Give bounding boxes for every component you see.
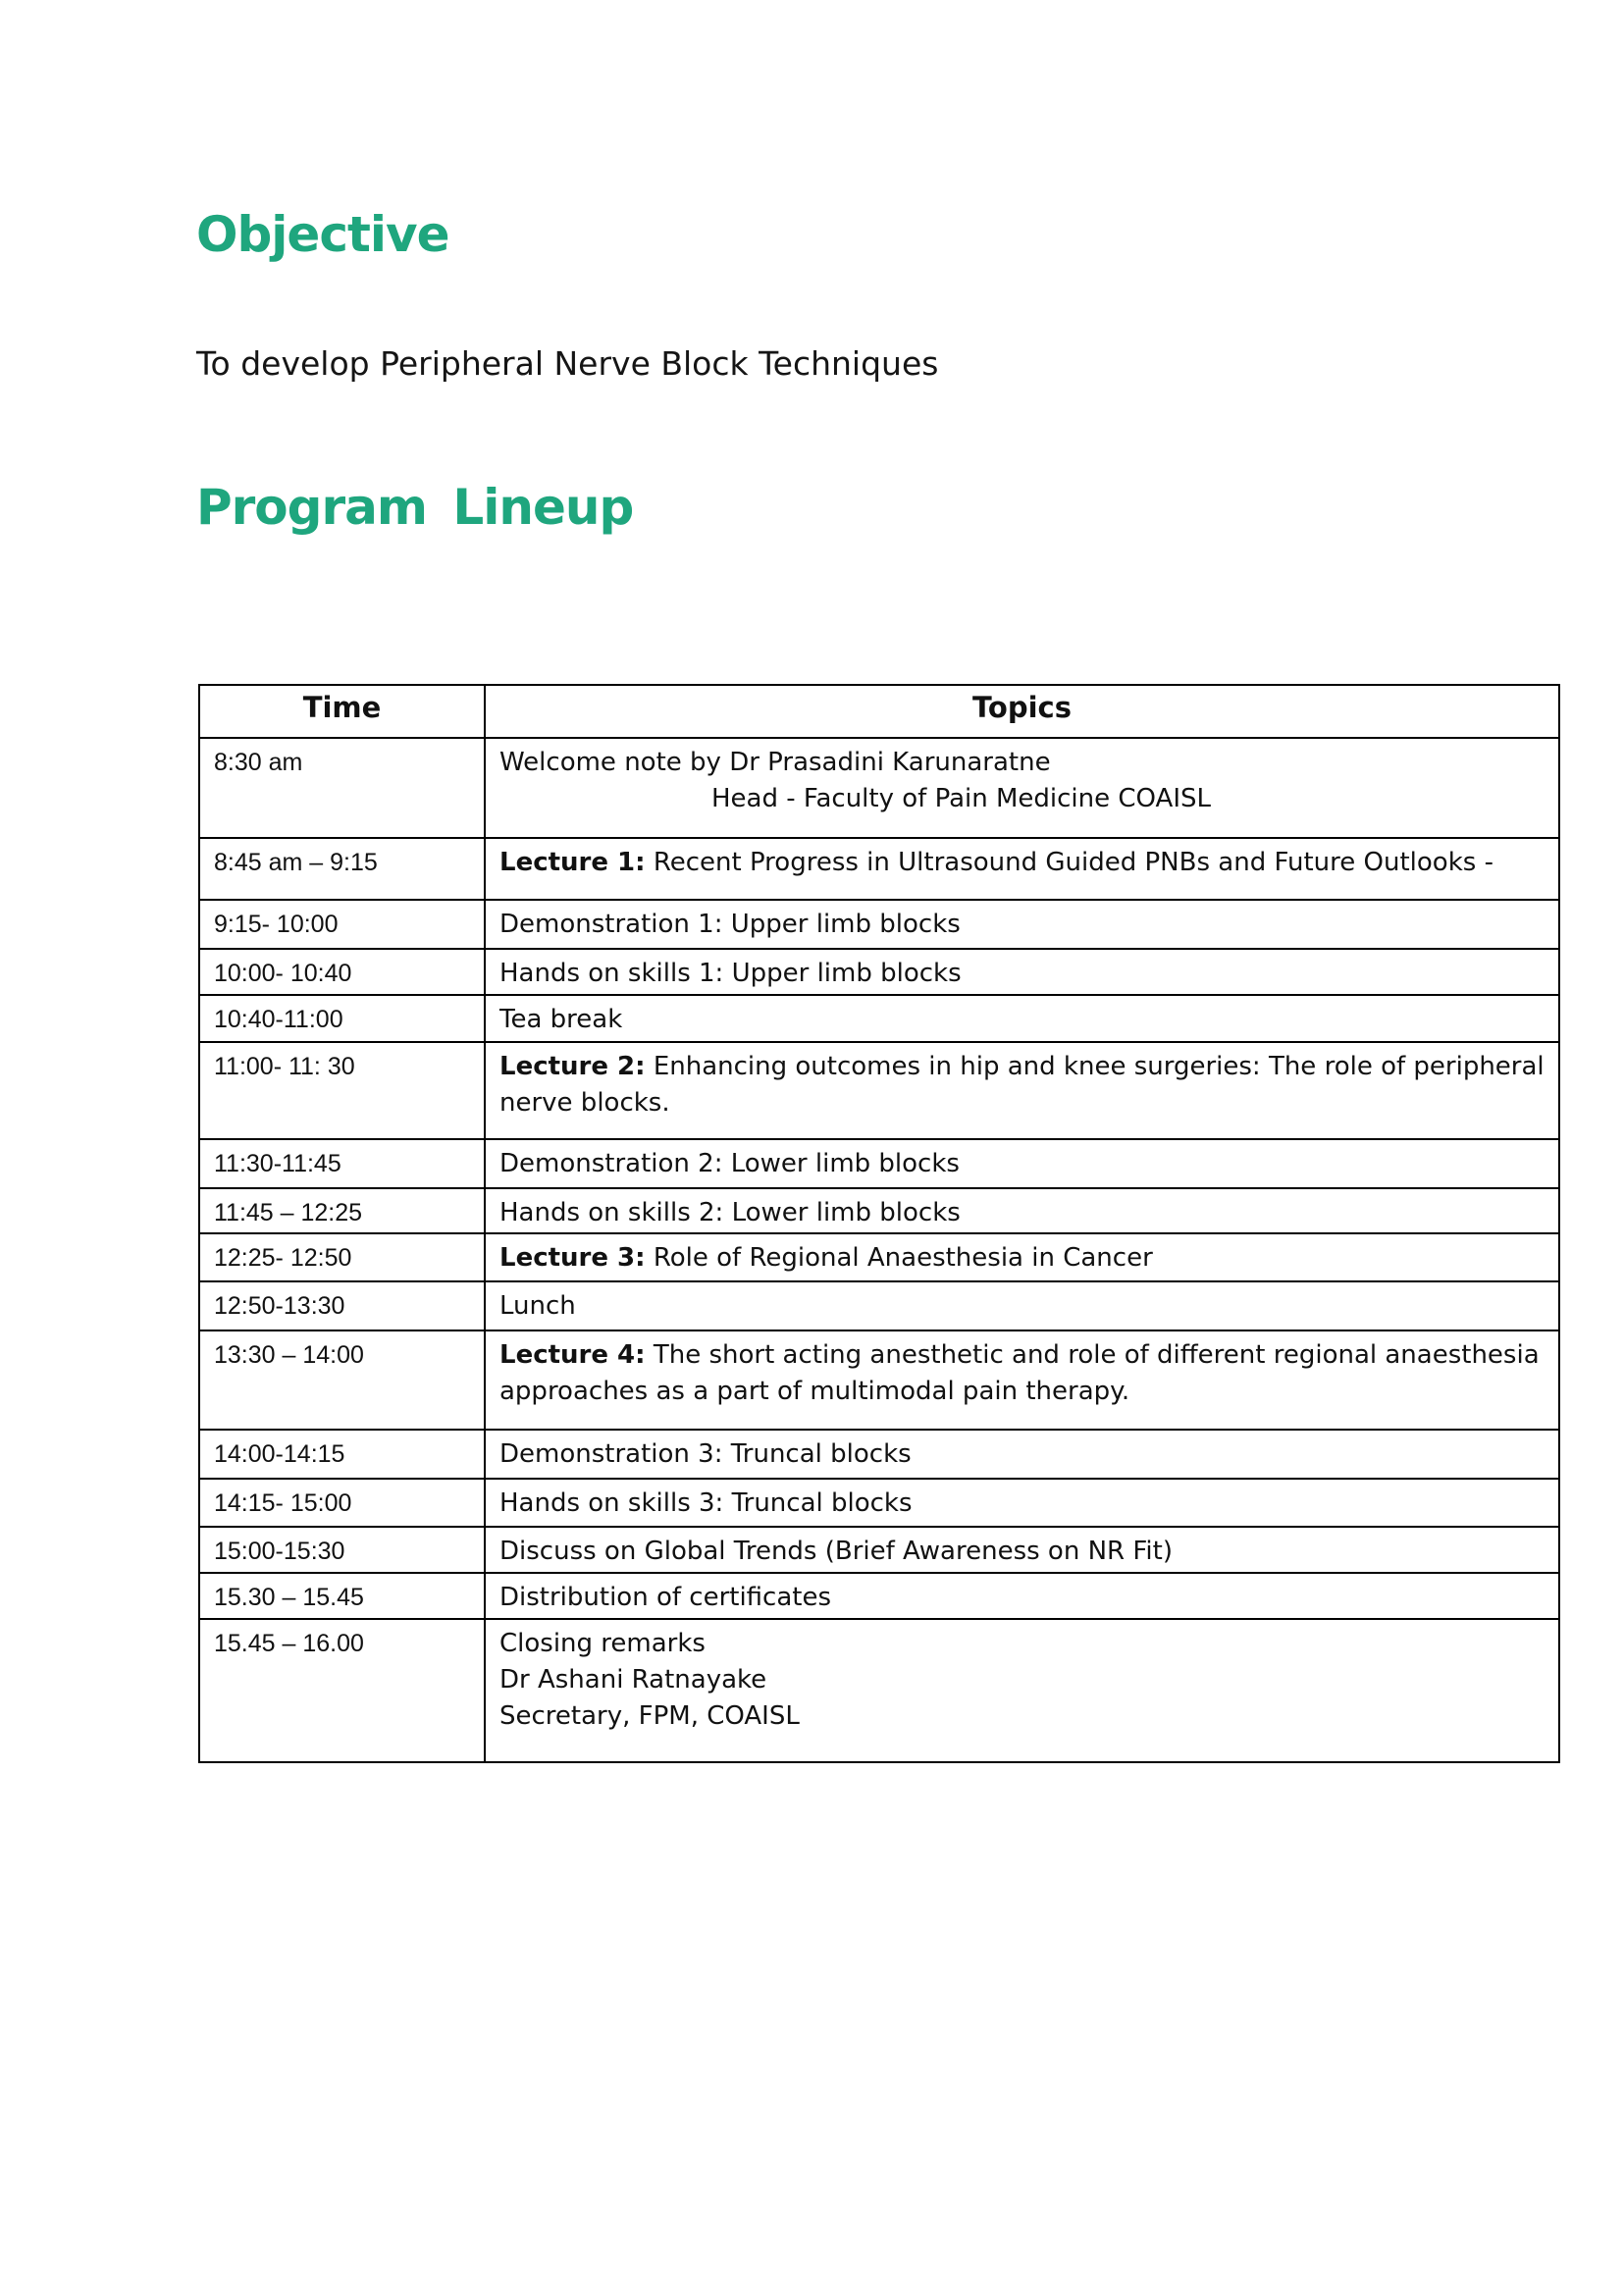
time-cell: 13:30 – 14:00 [199, 1330, 485, 1430]
topic-cell: Hands on skills 3: Truncal blocks [485, 1479, 1559, 1527]
table-row [199, 1139, 1559, 1188]
topic-cell: Tea break [485, 995, 1559, 1042]
topic-cell [485, 1330, 1559, 1430]
time-cell: 15.30 – 15.45 [199, 1573, 485, 1619]
table-row [199, 1527, 1559, 1573]
table-row [199, 1188, 1559, 1233]
table-row [199, 1042, 1559, 1139]
topic-line: Secretary, FPM, COAISL [499, 1701, 800, 1731]
time-cell: 11:00- 11: 30 [199, 1042, 485, 1139]
topics-column-header: Topics [485, 685, 1559, 738]
time-cell: 12:25- 12:50 [199, 1233, 485, 1281]
time-cell: 10:40-11:00 [199, 995, 485, 1042]
time-cell: 9:15- 10:00 [199, 900, 485, 949]
topic-cell [485, 1042, 1559, 1139]
table-row [199, 738, 1559, 838]
topic-line: Head - Faculty of Pain Medicine COAISL [711, 784, 1211, 813]
table-row [199, 1619, 1559, 1762]
lecture-label: Lecture 3: [499, 1243, 646, 1273]
topic-text: Role of Regional Anaesthesia in Cancer [645, 1243, 1153, 1273]
time-cell: 11:30-11:45 [199, 1139, 485, 1188]
topic-cell [485, 738, 1559, 838]
time-cell: 12:50-13:30 [199, 1281, 485, 1330]
time-cell: 15:00-15:30 [199, 1527, 485, 1573]
topic-text: The short acting anesthetic and role of different regional anaesthesia approaches as a part of multimodal pain therapy. [499, 1340, 1540, 1406]
lecture-label: Lecture 4: [499, 1340, 646, 1370]
topic-cell: Demonstration 3: Truncal blocks [485, 1430, 1559, 1479]
topic-cell: Hands on skills 2: Lower limb blocks [485, 1188, 1559, 1233]
time-cell: 10:00- 10:40 [199, 949, 485, 995]
time-column-header: Time [199, 685, 485, 738]
topic-line: Closing remarks [499, 1629, 706, 1658]
topic-cell: Demonstration 1: Upper limb blocks [485, 900, 1559, 949]
lecture-label: Lecture 2: [499, 1052, 646, 1081]
topic-line: Dr Ashani Ratnayake [499, 1665, 767, 1695]
topic-cell: Lunch [485, 1281, 1559, 1330]
program-schedule-table [198, 684, 1560, 1763]
table-row [199, 1330, 1559, 1430]
table-row [199, 900, 1559, 949]
time-cell: 14:00-14:15 [199, 1430, 485, 1479]
table-row [199, 995, 1559, 1042]
table-row [199, 949, 1559, 995]
objective-heading: Objective [196, 206, 449, 263]
topic-text: Recent Progress in Ultrasound Guided PNBs and Future Outlooks - [645, 848, 1493, 877]
topic-cell [485, 1619, 1559, 1762]
table-row [199, 1430, 1559, 1479]
topic-cell [485, 838, 1559, 900]
topic-cell: Distribution of certificates [485, 1573, 1559, 1619]
table-row [199, 1233, 1559, 1281]
table-row [199, 1281, 1559, 1330]
topic-cell [485, 1233, 1559, 1281]
table-header-row [199, 685, 1559, 738]
topic-cell: Discuss on Global Trends (Brief Awareness on NR Fit) [485, 1527, 1559, 1573]
program-lineup-heading: Program Lineup [196, 479, 634, 536]
time-cell: 11:45 – 12:25 [199, 1188, 485, 1233]
table-row [199, 1479, 1559, 1527]
time-cell: 14:15- 15:00 [199, 1479, 485, 1527]
table-row [199, 838, 1559, 900]
time-cell: 15.45 – 16.00 [199, 1619, 485, 1762]
objective-text: To develop Peripheral Nerve Block Techniques [196, 344, 939, 383]
table-row [199, 1573, 1559, 1619]
lecture-label: Lecture 1: [499, 848, 646, 877]
topic-line: Welcome note by Dr Prasadini Karunaratne [499, 748, 1051, 777]
topic-cell: Hands on skills 1: Upper limb blocks [485, 949, 1559, 995]
topic-cell: Demonstration 2: Lower limb blocks [485, 1139, 1559, 1188]
time-cell: 8:45 am – 9:15 [199, 838, 485, 900]
time-cell: 8:30 am [199, 738, 485, 838]
topic-text: Enhancing outcomes in hip and knee surgeries: The role of peripheral nerve blocks. [499, 1052, 1545, 1118]
